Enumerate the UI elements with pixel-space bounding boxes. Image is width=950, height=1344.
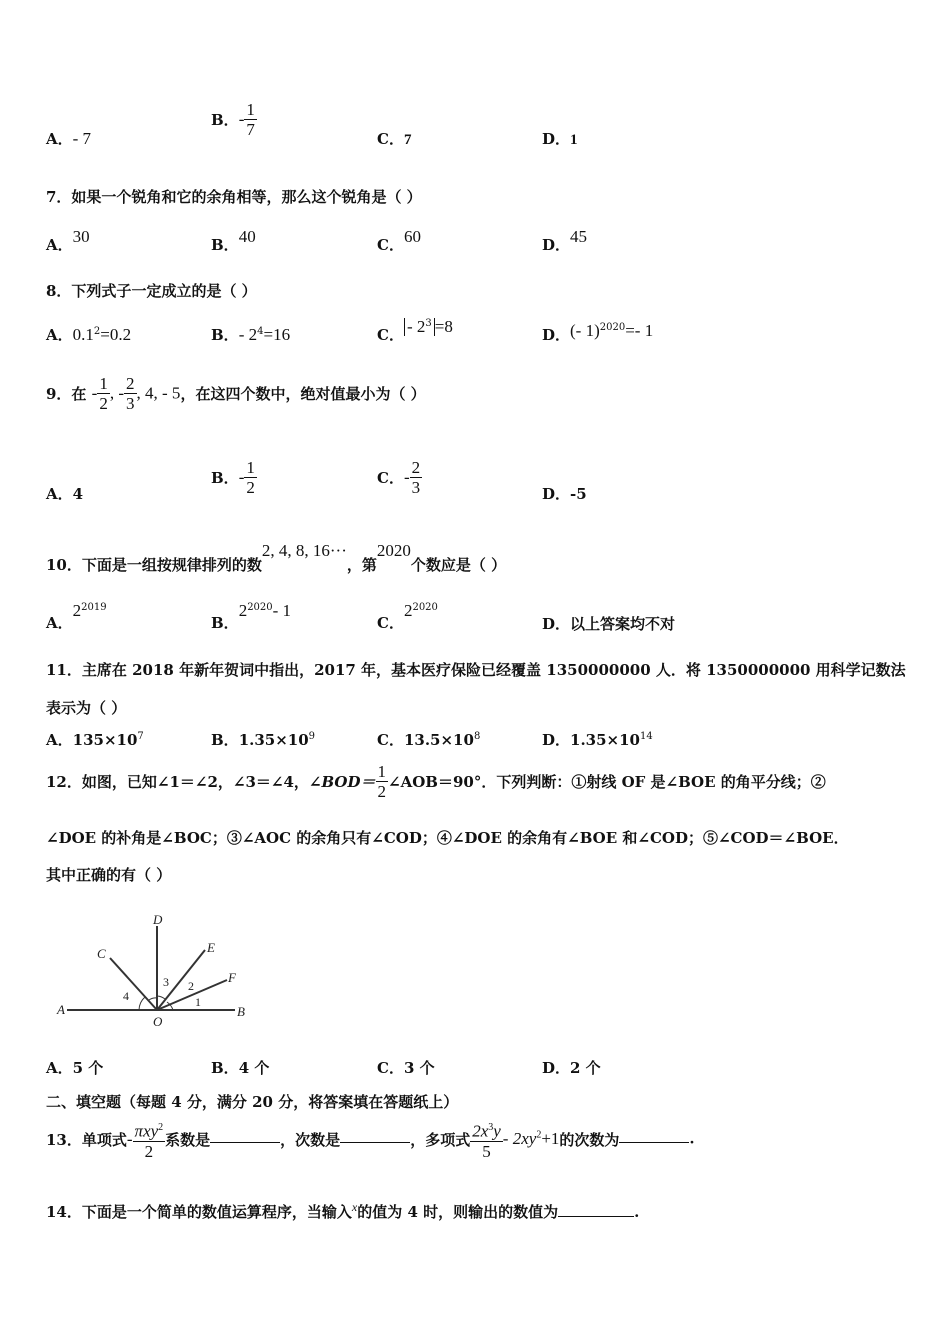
q6-option-d: D．1	[542, 130, 578, 148]
q12-option-a: A．5 个	[46, 1059, 104, 1077]
q13-blank-poly-degree[interactable]	[619, 1128, 689, 1143]
q7-option-c: C．60	[377, 227, 421, 254]
angle-label-3: 3	[163, 975, 169, 989]
q9-option-d: D．-5	[542, 485, 587, 503]
section-2-heading: 二、填空题（每题 4 分，满分 20 分，将答案填在答题纸上）	[46, 1093, 459, 1111]
label-a: A	[57, 1002, 65, 1017]
label-o: O	[153, 1014, 163, 1029]
q11-option-d: D．$1.35\times 10^{14}$	[542, 731, 653, 749]
q11-option-c: C．$13.5\times 10^8$	[377, 731, 481, 749]
q12-option-b: B．4 个	[211, 1059, 270, 1077]
q6-option-c: C．7	[377, 130, 412, 148]
q7-option-a: A．30	[46, 227, 90, 254]
q12-stem-line2: ∠DOE 的补角是∠BOC；③∠AOC 的余角只有∠COD；④∠DOE 的余角有∠BOE 和∠COD；⑤∠COD＝∠BOE．	[46, 829, 849, 847]
label-c: C	[97, 946, 106, 961]
q9-option-c: C．- $\frac{2}{3}$	[377, 458, 421, 497]
q6-option-a: A．- 7	[46, 129, 92, 148]
q10-option-a: A．$2^{2019}$	[46, 601, 107, 632]
q12-stem-line1: 12．如图，已知∠1＝∠2，∠3＝∠4，∠BOD＝ $\frac{1}{2}$ ∠AOB＝90°．下列判断：①射线 OF 是∠BOE 的角平分线；②	[46, 762, 826, 801]
q11-option-b: B．$1.35\times 10^9$	[211, 731, 316, 749]
q8-option-a: A．$0.1^2=0.2$	[46, 325, 132, 344]
label-f: F	[228, 970, 236, 985]
q14-stem: 14．下面是一个简单的数值运算程序，当输入$^x$的值为 4 时，则输出的数值为 .	[46, 1200, 640, 1221]
q14-blank-output[interactable]	[558, 1202, 634, 1217]
q6-option-b: B．- $\frac{1}{7}$	[211, 100, 255, 139]
q11-option-a: A．$135\times 10^7$	[46, 731, 144, 749]
q9-stem: 9．在 - $\frac{1}{2}$ , - $\frac{2}{3}$ , 4, - 5，在这四个数中，绝对值最小为（ ）	[46, 374, 426, 413]
label-b: B	[237, 1004, 245, 1019]
q8-option-b: B．- $2^4=16$	[211, 325, 291, 344]
q8-stem: 8．下列式子一定成立的是（ ）	[46, 282, 257, 300]
angle-label-1: 1	[195, 995, 201, 1009]
q13-blank-degree[interactable]	[340, 1128, 410, 1143]
ray-oc	[110, 958, 157, 1010]
q8-option-c: C． - $2^3 =8$	[377, 317, 453, 344]
q11-stem-line2: 表示为（ ）	[46, 699, 127, 717]
q8-option-d: D．(- 1)$^{2020}$=- 1	[542, 321, 654, 344]
q9-option-a: A．4	[46, 485, 84, 503]
q10-stem: 10．下面是一组按规律排列的数2, 4, 8, 16···，第2020个数应是（ ）	[46, 541, 507, 574]
q12-option-c: C．3 个	[377, 1059, 435, 1077]
q11-stem-line1: 11．主席在 2018 年新年贺词中指出，2017 年，基本医疗保险已经覆盖 1350000000 人．将 1350000000 用科学记数法	[46, 661, 906, 679]
label-d: D	[153, 912, 163, 927]
q12-angle-figure	[55, 910, 255, 1030]
q13-stem: 13．单项式- $\frac{\pi xy^2}{2}$ 系数是 ，次数是 ，多项式 $\frac{2x^3y}{5}$ - $2xy^2+1$的次数为 .	[46, 1118, 695, 1161]
q12-option-d: D．2 个	[542, 1059, 601, 1077]
q13-blank-coefficient[interactable]	[210, 1128, 280, 1143]
angle-label-2: 2	[188, 979, 194, 993]
q12-stem-line3: 其中正确的有（ ）	[46, 866, 172, 884]
q9-option-b: B．- $\frac{1}{2}$	[211, 458, 255, 497]
q7-option-b: B．40	[211, 227, 256, 254]
q10-option-c: C．$2^{2020}$	[377, 601, 438, 632]
q7-stem: 7．如果一个锐角和它的余角相等，那么这个锐角是（ ）	[46, 188, 422, 206]
q7-option-d: D．45	[542, 227, 588, 254]
q10-option-d: D．以上答案均不对	[542, 615, 676, 633]
angle-label-4: 4	[123, 989, 129, 1003]
q10-option-b: B．$2^{2020}-$ 1	[211, 601, 292, 632]
label-e: E	[207, 940, 215, 955]
